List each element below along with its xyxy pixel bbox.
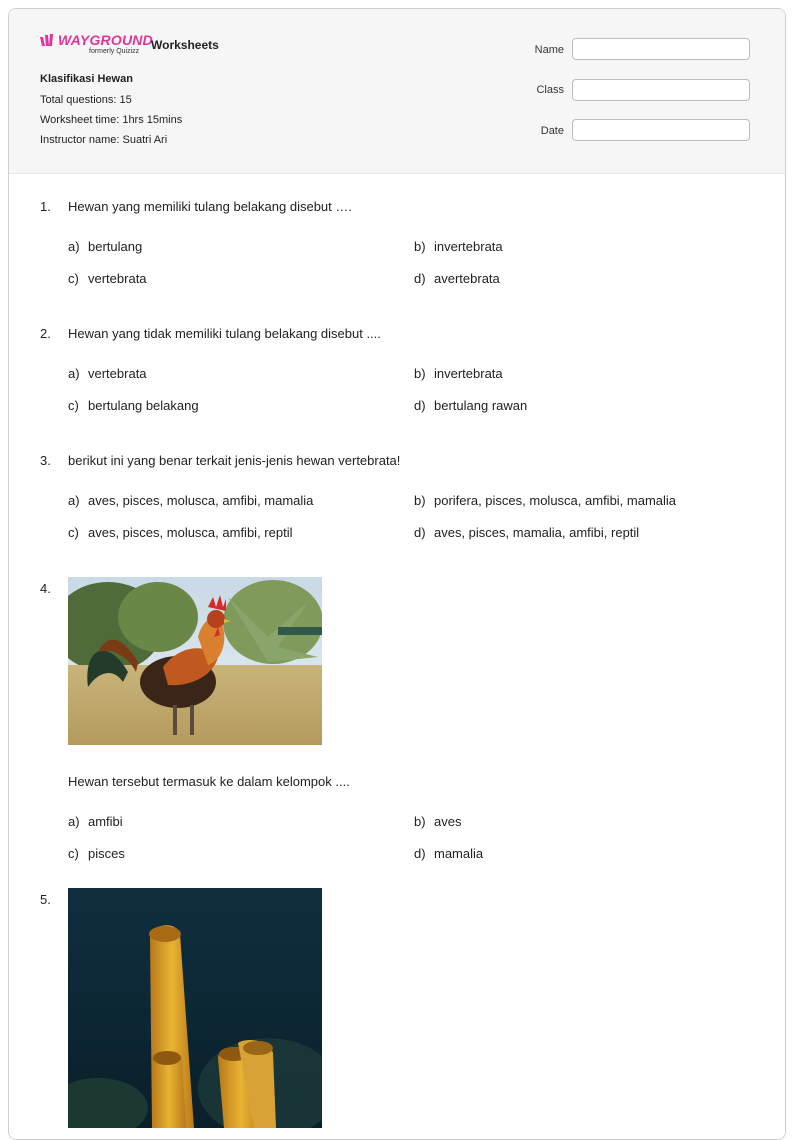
total-questions: Total questions: 15 [40,94,132,106]
option-a: a) aves, pisces, molusca, amfibi, mamalia [68,493,314,508]
worksheet-time: Worksheet time: 1hrs 15mins [40,114,183,126]
logo-mark-icon [40,34,56,46]
option-a: a) bertulang [68,239,143,254]
date-label: Date [540,125,564,137]
sponge-image [68,888,322,1128]
option-b: b) porifera, pisces, molusca, amfibi, mamalia [414,493,677,508]
worksheet-title: Klasifikasi Hewan [40,73,133,85]
rooster-photo [68,577,322,745]
option-d: d) avertebrata [414,271,500,286]
question-number: 2. [40,326,51,341]
option-a: a) amfibi [68,814,123,829]
worksheet-header [9,9,785,174]
question-text: berikut ini yang benar terkait jenis-jenis hewan vertebrata! [68,453,401,468]
option-d: d) aves, pisces, mamalia, amfibi, reptil [414,525,640,540]
option-b: b) aves [414,814,462,829]
question-number: 5. [40,892,51,907]
wayground-logo [40,32,153,58]
name-label: Name [534,44,564,56]
logo-text: WAYGROUND [58,32,153,48]
sea-sponge-photo [68,888,322,1128]
question-number: 4. [40,581,51,596]
option-b: b) invertebrata [414,239,503,254]
option-d: d) mamalia [414,846,484,861]
worksheet [8,8,786,1140]
rooster-image [68,577,322,745]
logo-subtitle: formerly Quizizz [89,48,140,55]
name-field[interactable] [572,38,750,60]
date-field[interactable] [572,119,750,141]
question-number: 3. [40,453,51,468]
option-a: a) vertebrata [68,366,147,381]
option-c: c) pisces [68,846,125,861]
question-text: Hewan yang tidak memiliki tulang belakang disebut .... [68,326,381,341]
class-field[interactable] [572,79,750,101]
option-c: c) bertulang belakang [68,398,199,413]
question-text: Hewan tersebut termasuk ke dalam kelompok .... [68,774,350,789]
product-name: Worksheets [151,38,219,52]
option-d: d) bertulang rawan [414,398,528,413]
question-number: 1. [40,199,51,214]
option-c: c) vertebrata [68,271,147,286]
option-c: c) aves, pisces, molusca, amfibi, reptil [68,525,293,540]
class-label: Class [536,84,564,96]
instructor-name: Instructor name: Suatri Ari [40,134,168,146]
question-text: Hewan yang memiliki tulang belakang disebut …. [68,199,352,214]
option-b: b) invertebrata [414,366,503,381]
